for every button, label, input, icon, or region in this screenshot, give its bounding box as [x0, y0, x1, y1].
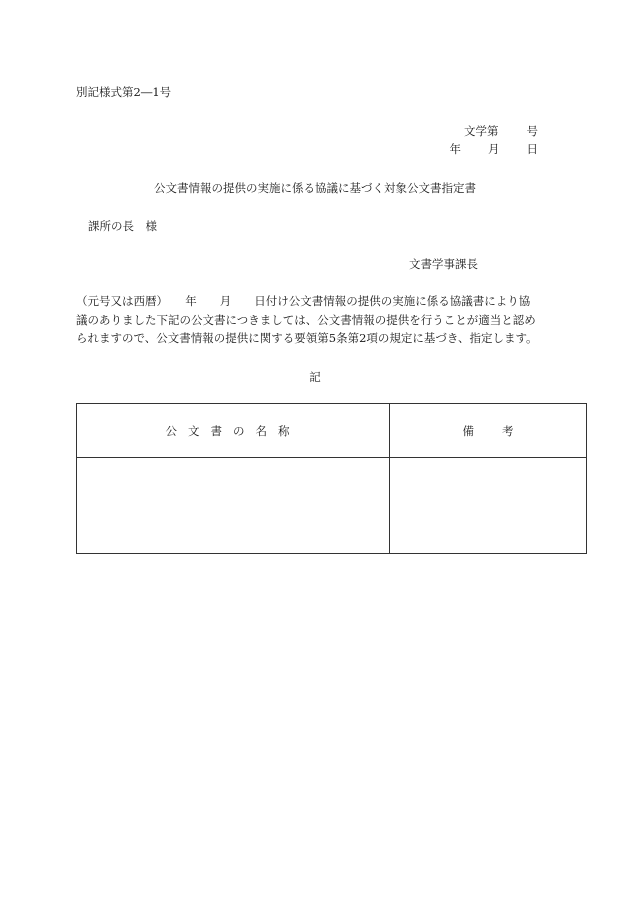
document-number [464, 123, 538, 139]
body-line: 議のありました下記の公文書につきましては、公文書情報の提供を行うことが適当と認め [76, 312, 536, 327]
header-document-name: 公文書の名称 [77, 404, 390, 458]
header-remarks [390, 404, 587, 458]
body-line: （元号又は西暦） 年 月 日付け公文書情報の提供の実施に係る協議書により協 [76, 294, 531, 308]
date-line [450, 141, 539, 157]
date-day: 日 [526, 142, 538, 156]
ki-label: 記 [309, 370, 321, 384]
date-month: 月 [488, 142, 500, 156]
addressee: 課所の長 様 [88, 219, 157, 233]
document-table [76, 403, 587, 554]
table-row [77, 458, 587, 554]
body-paragraph [76, 292, 554, 348]
cell-remarks[interactable] [390, 458, 587, 554]
sender: 文書学事課長 [409, 257, 478, 271]
header-remarks-label: 備考 [462, 423, 542, 438]
document-title: 公文書情報の提供の実施に係る協議に基づく対象公文書指定書 [154, 181, 476, 195]
form-number: 別記様式第2―1号 [76, 85, 172, 99]
body-line: られますので、公文書情報の提供に関する要領第5条第2項の規定に基づき、指定します。 [76, 331, 538, 345]
document-number-suffix: 号 [526, 124, 538, 138]
date-year: 年 [449, 142, 461, 156]
table-header-row [77, 404, 587, 458]
document-number-prefix: 文学第 [464, 124, 499, 138]
cell-document-name[interactable] [77, 458, 390, 554]
